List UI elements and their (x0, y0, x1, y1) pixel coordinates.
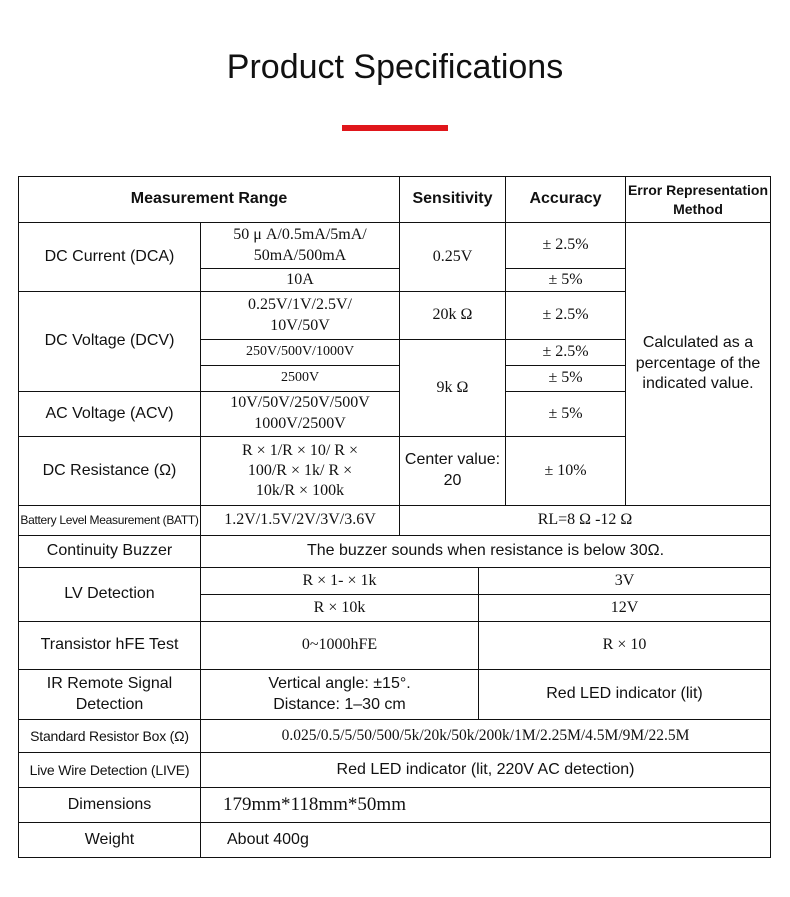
dcv-sensitivity-b: 9k Ω (399, 339, 506, 437)
lv-value-b: 12V (478, 594, 771, 622)
label-lv-detection: LV Detection (18, 567, 201, 622)
dca-range-a: 50 μ A/0.5mA/5mA/ 50mA/500mA (200, 222, 400, 269)
label-battery: Battery Level Measurement (BATT) (18, 505, 201, 536)
lv-range-a: R × 1- × 1k (200, 567, 479, 595)
dcv-range-a: 0.25V/1V/2.5V/ 10V/50V (200, 291, 400, 340)
label-live-wire: Live Wire Detection (LIVE) (18, 752, 201, 788)
header-measurement-range: Measurement Range (18, 176, 400, 223)
resistance-range: R × 1/R × 10/ R × 100/R × 1k/ R × 10k/R × 100k (200, 436, 400, 506)
header-sensitivity: Sensitivity (399, 176, 506, 223)
dcv-range-b: 250V/500V/1000V (200, 339, 400, 366)
lv-range-b: R × 10k (200, 594, 479, 622)
error-method-note: Calculated as a percentage of the indicated value. (625, 222, 771, 506)
acv-range: 10V/50V/250V/500V 1000V/2500V (200, 391, 400, 437)
battery-range: 1.2V/1.5V/2V/3V/3.6V (200, 505, 400, 536)
label-continuity-buzzer: Continuity Buzzer (18, 535, 201, 568)
hfe-range: 0~1000hFE (200, 621, 479, 670)
label-dimensions: Dimensions (18, 787, 201, 823)
label-dc-resistance: DC Resistance (Ω) (18, 436, 201, 506)
buzzer-value: The buzzer sounds when resistance is below 30Ω. (200, 535, 771, 568)
label-dc-current: DC Current (DCA) (18, 222, 201, 292)
lv-value-a: 3V (478, 567, 771, 595)
label-ac-voltage: AC Voltage (ACV) (18, 391, 201, 437)
header-accuracy: Accuracy (505, 176, 626, 223)
acv-accuracy: ± 5% (505, 391, 626, 437)
dimensions-value: 179mm*118mm*50mm (200, 787, 771, 823)
resistance-accuracy: ± 10% (505, 436, 626, 506)
dcv-accuracy-a: ± 2.5% (505, 291, 626, 340)
dca-accuracy-a: ± 2.5% (505, 222, 626, 269)
battery-value: RL=8 Ω -12 Ω (399, 505, 771, 536)
resistance-sensitivity: Center value: 20 (399, 436, 506, 506)
label-hfe-test: Transistor hFE Test (18, 621, 201, 670)
dcv-sensitivity-a: 20k Ω (399, 291, 506, 340)
live-wire-value: Red LED indicator (lit, 220V AC detection) (200, 752, 771, 788)
weight-value: About 400g (200, 822, 771, 858)
dcv-range-c: 2500V (200, 365, 400, 392)
dcv-accuracy-c: ± 5% (505, 365, 626, 392)
page-title: Product Specifications (226, 48, 564, 86)
dca-sensitivity: 0.25V (399, 222, 506, 292)
title-accent-bar (342, 125, 448, 131)
ir-range: Vertical angle: ±15°. Distance: 1–30 cm (200, 669, 479, 720)
dcv-accuracy-b: ± 2.5% (505, 339, 626, 366)
dca-range-b: 10A (200, 268, 400, 292)
header-error-method: Error Representation Method (625, 176, 771, 223)
label-weight: Weight (18, 822, 201, 858)
ir-value: Red LED indicator (lit) (478, 669, 771, 720)
resistor-box-value: 0.025/0.5/5/50/500/5k/20k/50k/200k/1M/2.25M/4.5M/9M/22.5M (200, 719, 771, 753)
label-dc-voltage: DC Voltage (DCV) (18, 291, 201, 392)
hfe-value: R × 10 (478, 621, 771, 670)
label-resistor-box: Standard Resistor Box (Ω) (18, 719, 201, 753)
label-ir-detection: IR Remote Signal Detection (18, 669, 201, 720)
dca-accuracy-b: ± 5% (505, 268, 626, 292)
